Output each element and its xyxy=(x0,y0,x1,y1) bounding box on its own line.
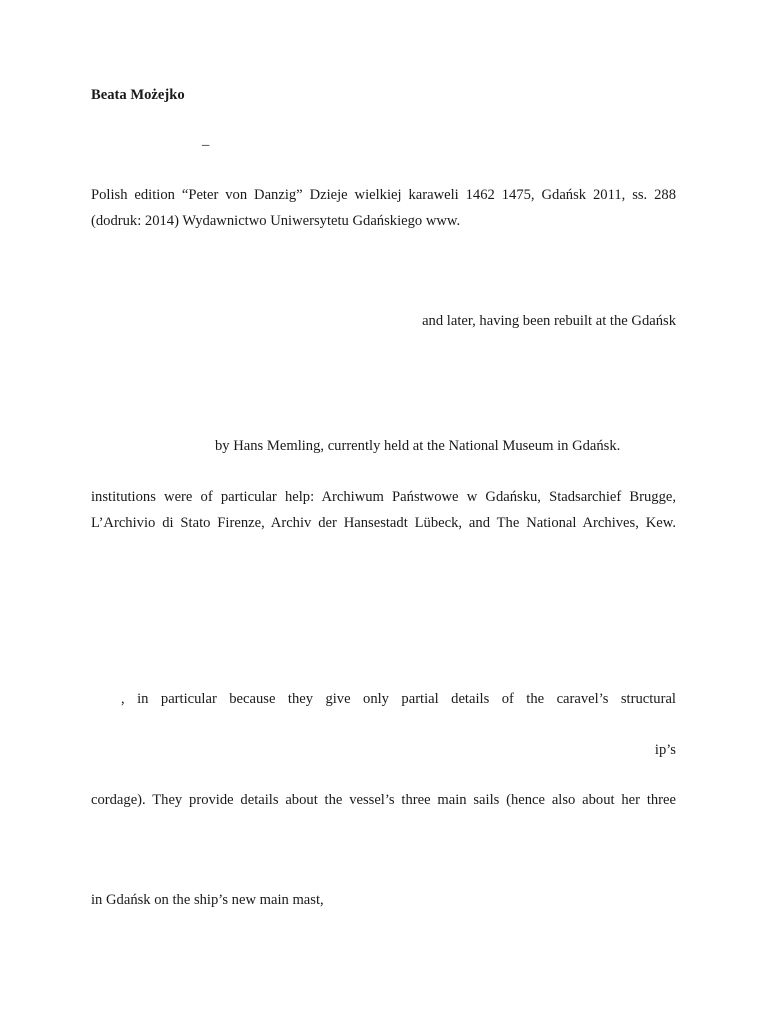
text-line: Polish edition “Peter von Danzig” Dzieje wielkiej karaweli 1462 1475, Gdańsk 2011, ss. 288 xyxy=(91,187,676,203)
text-line: ip’s xyxy=(654,742,676,758)
text-line: cordage). They provide details about the vessel’s three main sails (hence also about her three xyxy=(91,792,676,808)
text-line: L’Archivio di Stato Firenze, Archiv der Hansestadt Lübeck, and The National Archives, Kew. xyxy=(91,515,676,531)
text-line: by Hans Memling, currently held at the National Museum in Gdańsk. xyxy=(215,438,621,454)
dash-mark: – xyxy=(202,137,210,153)
text-line: institutions were of particular help: Archiwum Państwowe w Gdańsku, Stadsarchief Brugge, xyxy=(91,489,676,505)
text-line: (dodruk: 2014) Wydawnictwo Uniwersytetu Gdańskiego www. xyxy=(91,213,461,229)
author-name: Beata Możejko xyxy=(91,87,185,103)
text-line: and later, having been rebuilt at the Gdańsk xyxy=(422,313,676,329)
text-line: in Gdańsk on the ship’s new main mast, xyxy=(91,892,324,908)
text-line: , in particular because they give only partial details of the caravel’s structural xyxy=(121,691,676,707)
